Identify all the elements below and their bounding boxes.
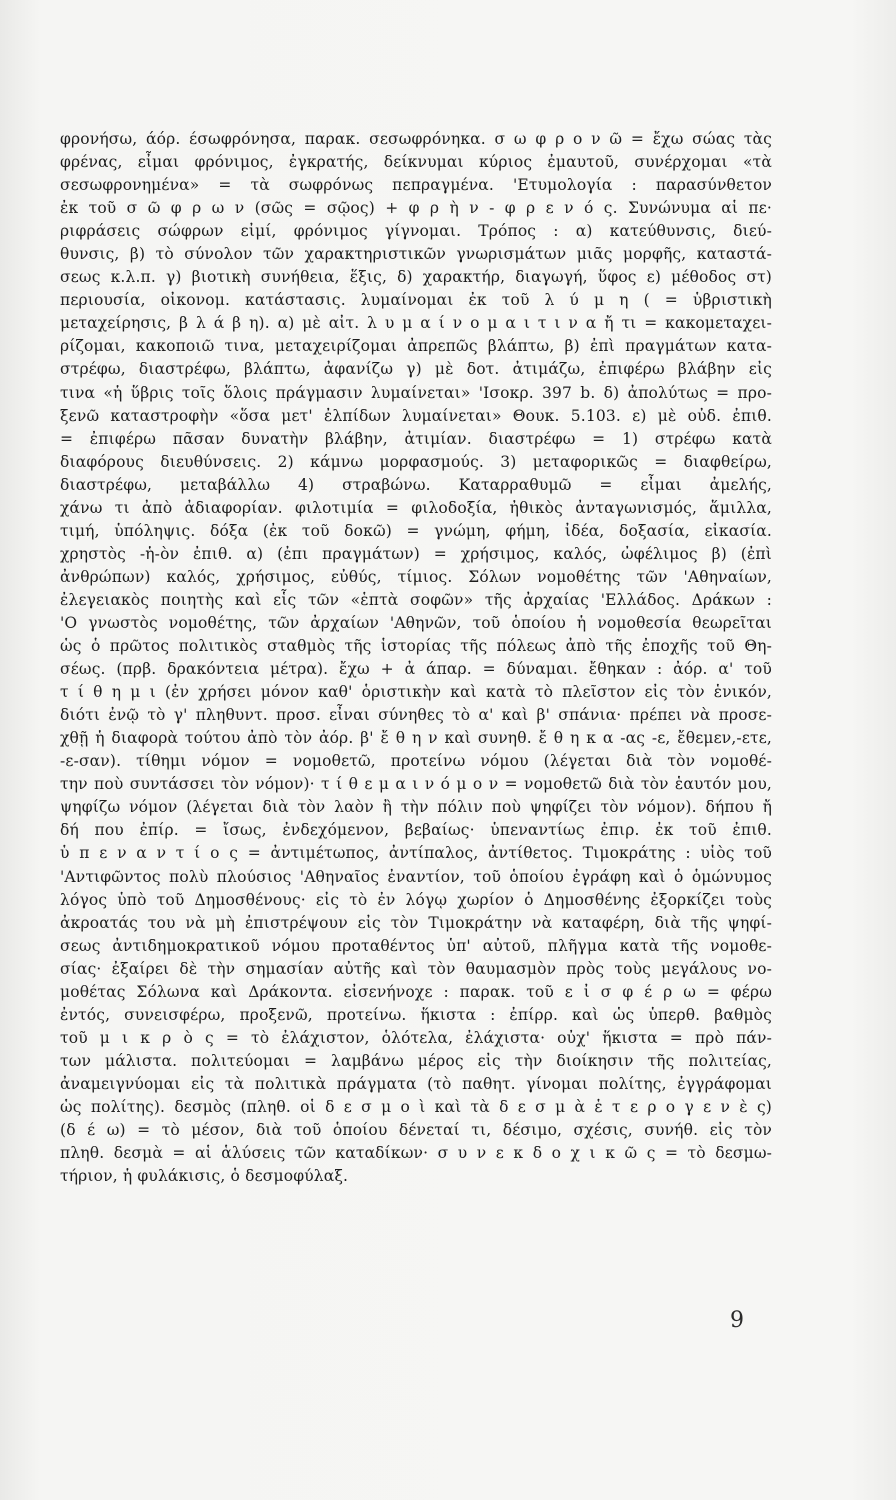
text-line: σεως κ.λ.π. γ) βιοτικὴ συνήθεια, ἕξις, δ) χαρακτήρ, διαγωγή, ὕφος ε) μέθοδος στ) <box>60 268 772 287</box>
text-line: θυνσις, β) τὸ σύνολον τῶν χαρακτηριστικῶν γνωρισμάτων μιᾶς μορφῆς, καταστά- <box>60 245 772 264</box>
text-line: δή που ἐπίρ. = ἴσως, ἐνδεχόμενον, βεβαίως· ὑπεναντίως ἐπιρ. ἐκ τοῦ ἐπιθ. <box>60 821 772 840</box>
text-line: διότι ἐνῷ τὸ γ' πληθυντ. προσ. εἶναι σύνηθες τὸ α' καὶ β' σπάνια· πρέπει νὰ προσε- <box>60 706 772 725</box>
text-line: λόγος ὑπὸ τοῦ Δημοσθένους· εἰς τὸ ἐν λόγῳ χωρίον ὁ Δημοσθένης ἐξορκίζει τοὺς <box>60 890 772 909</box>
text-line: τ ί θ η μ ι (ἐν χρήσει μόνον καθ' ὁριστικὴν καὶ κατὰ τὸ πλεῖστον εἰς τὸν ἑνικόν, <box>60 683 772 702</box>
text-line: τοῦ μ ι κ ρ ὸ ς = τὸ ἐλάχιστον, ὁλότελα, ἐλάχιστα· οὐχ' ἥκιστα = πρὸ πάν- <box>60 1028 772 1047</box>
text-line: ἀκροατάς του νὰ μὴ ἐπιστρέψουν εἰς τὸν Τιμοκράτην νὰ καταφέρη, διὰ τῆς ψηφί- <box>60 913 772 932</box>
text-line: των μάλιστα. πολιτεύομαι = λαμβάνω μέρος εἰς τὴν διοίκησιν τῆς πολιτείας, <box>60 1051 772 1070</box>
text-line: τινα «ἡ ὕβρις τοῖς ὅλοις πράγμασιν λυμαίνεται» 'Ισοκρ. 397 b. δ) ἀπολύτως = προ- <box>60 383 772 402</box>
text-line: σέως. (πρβ. δρακόντεια μέτρα). ἔχω + ἀ άπαρ. = δύναμαι. ἔθηκαν : ἀόρ. α' τοῦ <box>60 660 772 679</box>
glossary-text <box>60 128 772 1188</box>
page-number: 9 <box>730 1308 744 1333</box>
text-line: ὑ π ε ν α ν τ ί ο ς = ἀντιμέτωπος, ἀντίπαλος, ἀντίθετος. Τιμοκράτης : υἱὸς τοῦ <box>60 844 772 863</box>
text-line: την ποὺ συντάσσει τὸν νόμον)· τ ί θ ε μ α ι ν ό μ ο ν = νομοθετῶ διὰ τὸν ἑαυτόν μου, <box>60 775 772 794</box>
text-line: ριφράσεις σώφρων εἰμί, φρόνιμος γίγνομαι. Τρόπος : α) κατεύθυνσις, διεύ- <box>60 222 772 241</box>
text-line: (δ έ ω) = τὸ μέσον, διὰ τοῦ ὁποίου δένεταί τι, δέσιμο, σχέσις, συνήθ. εἰς τὸν <box>60 1121 772 1140</box>
text-line: -ε-σαν). τίθημι νόμον = νομοθετῶ, προτείνω νόμου (λέγεται διὰ τὸν νομοθέ- <box>60 752 772 771</box>
text-line: ξενῶ καταστροφὴν «ὅσα μετ' ἐλπίδων λυμαίνεται» Θουκ. 5.103. ε) μὲ οὐδ. ἐπιθ. <box>60 406 772 425</box>
text-line: φρονήσω, άόρ. έσωφρόνησα, παρακ. σεσωφρόνηκα. σ ω φ ρ ο ν ῶ = ἔχω σώας τὰς <box>60 130 772 148</box>
text-line: σεως ἀντιδημοκρατικοῦ νόμου προταθέντος ὑπ' αὐτοῦ, πλῆγμα κατὰ τῆς νομοθε- <box>60 936 772 955</box>
text-line: ψηφίζω νόμον (λέγεται διὰ τὸν λαὸν ἢ τὴν πόλιν ποὺ ψηφίζει τὸν νόμον). δήπου ἤ <box>60 798 772 817</box>
text-line: φρένας, εἶμαι φρόνιμος, ἐγκρατής, δείκνυμαι κύριος ἐμαυτοῦ, συνέρχομαι «τὰ <box>60 153 772 172</box>
text-line: ἀνθρώπων) καλός, χρήσιμος, εὐθύς, τίμιος. Σόλων νομοθέτης τῶν 'Αθηναίων, <box>60 567 772 586</box>
text-line: ἐλεγειακὸς ποιητὴς καὶ εἷς τῶν «ἑπτὰ σοφῶν» τῆς ἀρχαίας 'Ελλάδος. Δράκων : <box>60 590 772 609</box>
text-line: ὡς ὁ πρῶτος πολιτικὸς σταθμὸς τῆς ἱστορίας τῆς πόλεως ἀπὸ τῆς ἐποχῆς τοῦ Θη- <box>60 637 772 656</box>
text-line: πληθ. δεσμὰ = αἱ ἁλύσεις τῶν καταδίκων· σ υ ν ε κ δ ο χ ι κ ῶ ς = τὸ δεσμω- <box>60 1144 772 1163</box>
text-line: τήριον, ἡ φυλάκισις, ὁ δεσμοφύλαξ. <box>60 1167 349 1186</box>
text-line: ρίζομαι, κακοποιῶ τινα, μεταχειρίζομαι ἀπρεπῶς βλάπτω, β) ἐπὶ πραγμάτων κατα- <box>60 337 772 356</box>
text-line: ἐκ τοῦ σ ῶ φ ρ ω ν (σῶς = σῷος) + φ ρ ὴ ν - φ ρ ε ν ό ς. Συνώνυμα αἱ πε· <box>60 199 772 218</box>
text-line: τιμή, ὑπόληψις. δόξα (ἐκ τοῦ δοκῶ) = γνώμη, φήμη, ἰδέα, δοξασία, εἰκασία. <box>60 521 772 540</box>
text-line: 'Ο γνωστὸς νομοθέτης, τῶν ἀρχαίων 'Αθηνῶν, τοῦ ὁποίου ἡ νομοθεσία θεωρεῖται <box>60 613 772 632</box>
text-line: χρηστὸς -ἡ-ὸν ἐπιθ. α) (ἐπι πραγμάτων) = χρήσιμος, καλός, ὠφέλιμος β) (ἐπὶ <box>60 544 772 563</box>
text-line: μεταχείρησις, β λ ά β η). α) μὲ αἰτ. λ υ μ α ί ν ο μ α ι τ ι ν α ἤ τι = κακομεταχει- <box>60 314 772 333</box>
text-line: στρέφω, διαστρέφω, βλάπτω, ἀφανίζω γ) μὲ δοτ. ἀτιμάζω, ἐπιφέρω βλάβην εἰς <box>60 360 772 379</box>
text-line: = ἐπιφέρω πᾶσαν δυνατὴν βλάβην, ἀτιμίαν. διαστρέφω = 1) στρέφω κατὰ <box>60 429 772 448</box>
text-line: ὡς πολίτης). δεσμὸς (πληθ. οἱ δ ε σ μ ο ὶ καὶ τὰ δ ε σ μ ὰ ἑ τ ε ρ ο γ ε ν ὲ ς) <box>60 1097 772 1116</box>
text-line: ἀναμειγνύομαι εἰς τὰ πολιτικὰ πράγματα (τὸ παθητ. γίνομαι πολίτης, ἐγγράφομαι <box>60 1074 772 1093</box>
text-line: χάνω τι ἀπὸ ἀδιαφορίαν. φιλοτιμία = φιλοδοξία, ἠθικὸς ἀνταγωνισμός, ἅμιλλα, <box>60 498 772 517</box>
text-line: διαστρέφω, μεταβάλλω 4) στραβώνω. Καταρραθυμῶ = εἶμαι ἀμελής, <box>60 475 772 494</box>
text-line: 'Αντιφῶντος πολὺ πλούσιος 'Αθηναῖος ἐναντίον, τοῦ ὁποίου ἐγράφη καὶ ὁ ὁμώνυμος <box>60 867 772 886</box>
text-line: σεσωφρονημένα» = τὰ σωφρόνως πεπραγμένα. 'Ετυμολογία : παρασύνθετον <box>60 176 772 195</box>
text-line: ἐντός, συνεισφέρω, προξενῶ, προτείνω. ἥκιστα : ἐπίρρ. καὶ ὡς ὑπερθ. βαθμὸς <box>60 1005 772 1024</box>
text-line: χθῇ ἡ διαφορὰ τούτου ἀπὸ τὸν ἀόρ. β' ἔ θ η ν καὶ συνηθ. ἔ θ η κ α -ας -ε, ἔθεμεν,-ετε, <box>60 729 772 748</box>
text-line: μοθέτας Σόλωνα καὶ Δράκοντα. εἰσενήνοχε : παρακ. τοῦ ε ἰ σ φ έ ρ ω = φέρω <box>60 982 772 1001</box>
text-line: περιουσία, οἰκονομ. κατάστασις. λυμαίνομαι ἐκ τοῦ λ ύ μ η ( = ὑβριστικὴ <box>60 291 772 310</box>
text-line: διαφόρους διευθύνσεις. 2) κάμνω μορφασμούς. 3) μεταφορικῶς = διαφθείρω, <box>60 452 772 471</box>
text-line: σίας· ἐξαίρει δὲ τὴν σημασίαν αὐτῆς καὶ τὸν θαυμασμὸν πρὸς τοὺς μεγάλους νο- <box>60 959 772 978</box>
